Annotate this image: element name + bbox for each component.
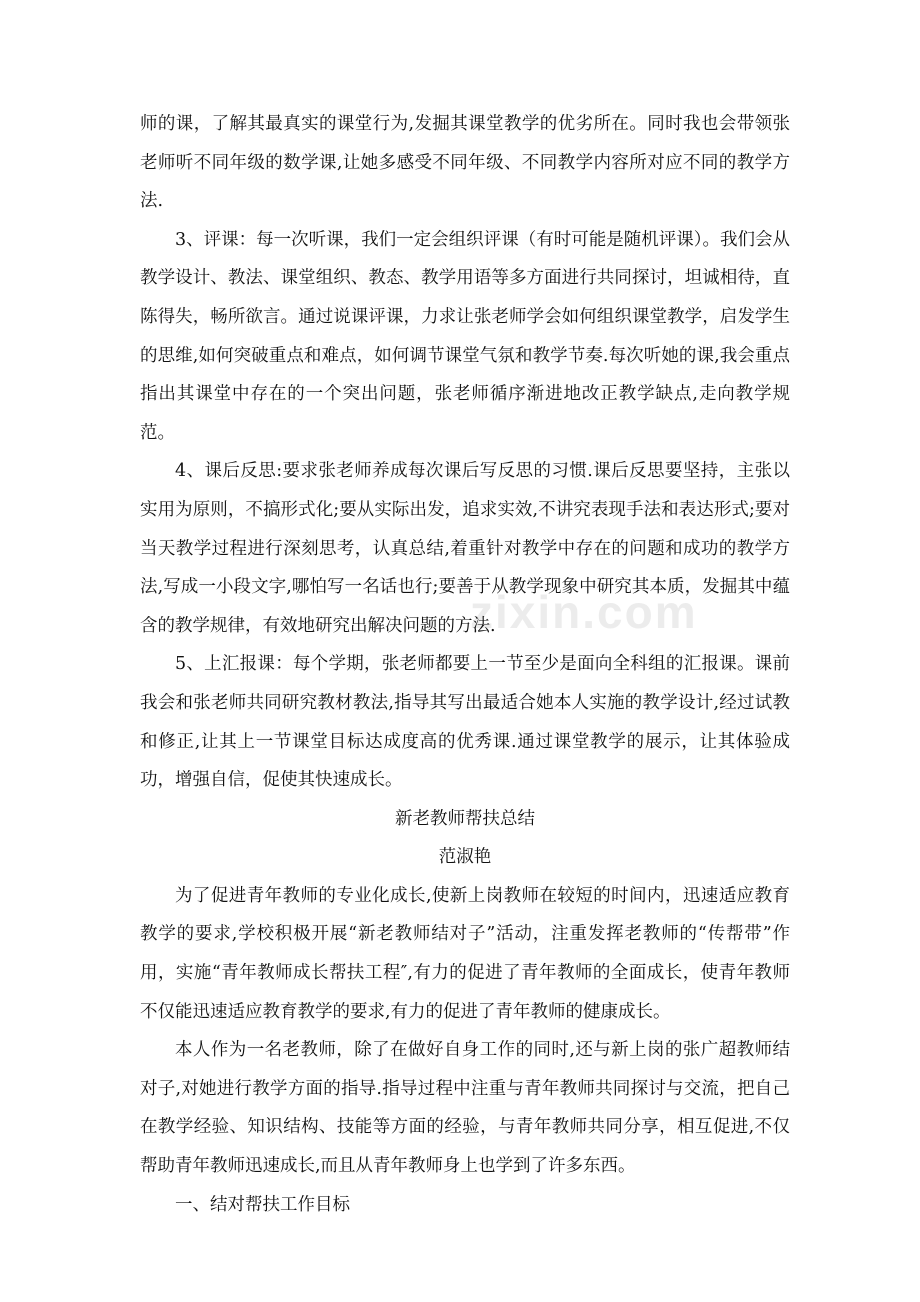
document-title: 新老教师帮扶总结 [395, 808, 535, 829]
section-heading: 一、结对帮扶工作目标 [175, 1194, 350, 1215]
paragraph-report-lesson: 5、上汇报课：每个学期，张老师都要上一节至少是面向全科组的汇报课。课前我会和张老师共同研究教材教法,指导其写出最适合她本人实施的教学设计,经过试教和修正,让其上一节课堂目标达成度高的优秀课.通过课堂教学的展示，让其体验成功，增强自信，促使其快速成长。 [140, 654, 790, 791]
paragraph-self: 本人作为一名老教师，除了在做好自身工作的同时,还与新上岗的张广超教师结对子,对她进行教学方面的指导.指导过程中注重与青年教师共同探讨与交流，把自己在教学经验、知识结构、技能等方面的经验，与青年教师共同分享，相互促进,不仅帮助青年教师迅速成长,而且从青年教师身上也学到了许多东西。 [140, 1040, 790, 1177]
paragraph-intro: 为了促进青年教师的专业化成长,使新上岗教师在较短的时间内，迅速适应教育教学的要求,学校积极开展“新老教师结对子”活动，注重发挥老教师的“传帮带”作用，实施“青年教师成长帮扶工程″,有力的促进了青年教师的全面成长，使青年教师不仅能迅速适应教育教学的要求,有力的促进了青年教师的健康成长。 [140, 885, 790, 1022]
paragraph-reflection: 4、课后反思:要求张老师养成每次课后写反思的习惯.课后反思要坚持，主张以实用为原则，不搞形式化;要从实际出发，追求实效,不讲究表现手法和表达形式;要对当天教学过程进行深刻思考，认真总结,着重针对教学中存在的问题和成功的教学方法,写成一小段文字,哪怕写一名话也行;要善于从教学现象中研究其本质，发掘其中蕴含的教学规律，有效地研究出解决问题的方法. [140, 461, 790, 636]
document-author: 范淑艳 [438, 847, 492, 868]
paragraph-review: 3、评课：每一次听课，我们一定会组织评课（有时可能是随机评课）。我们会从教学设计、教法、课堂组织、教态、教学用语等多方面进行共同探讨，坦诚相待，直陈得失，畅所欲言。通过说课评课，力求让张老师学会如何组织课堂教学，启发学生的思维,如何突破重点和难点，如何调节课堂气氛和教学节奏.每次听她的课,我会重点指出其课堂中存在的一个突出问题，张老师循序渐进地改正教学缺点,走向教学规范。 [140, 229, 790, 443]
watermark: zixin.com [470, 586, 698, 638]
paragraph-continued: 师的课，了解其最真实的课堂行为,发掘其课堂教学的优劣所在。同时我也会带领张老师听不同年级的数学课,让她多感受不同年级、不同教学内容所对应不同的教学方法. [140, 114, 790, 212]
document-page [140, 105, 790, 1224]
